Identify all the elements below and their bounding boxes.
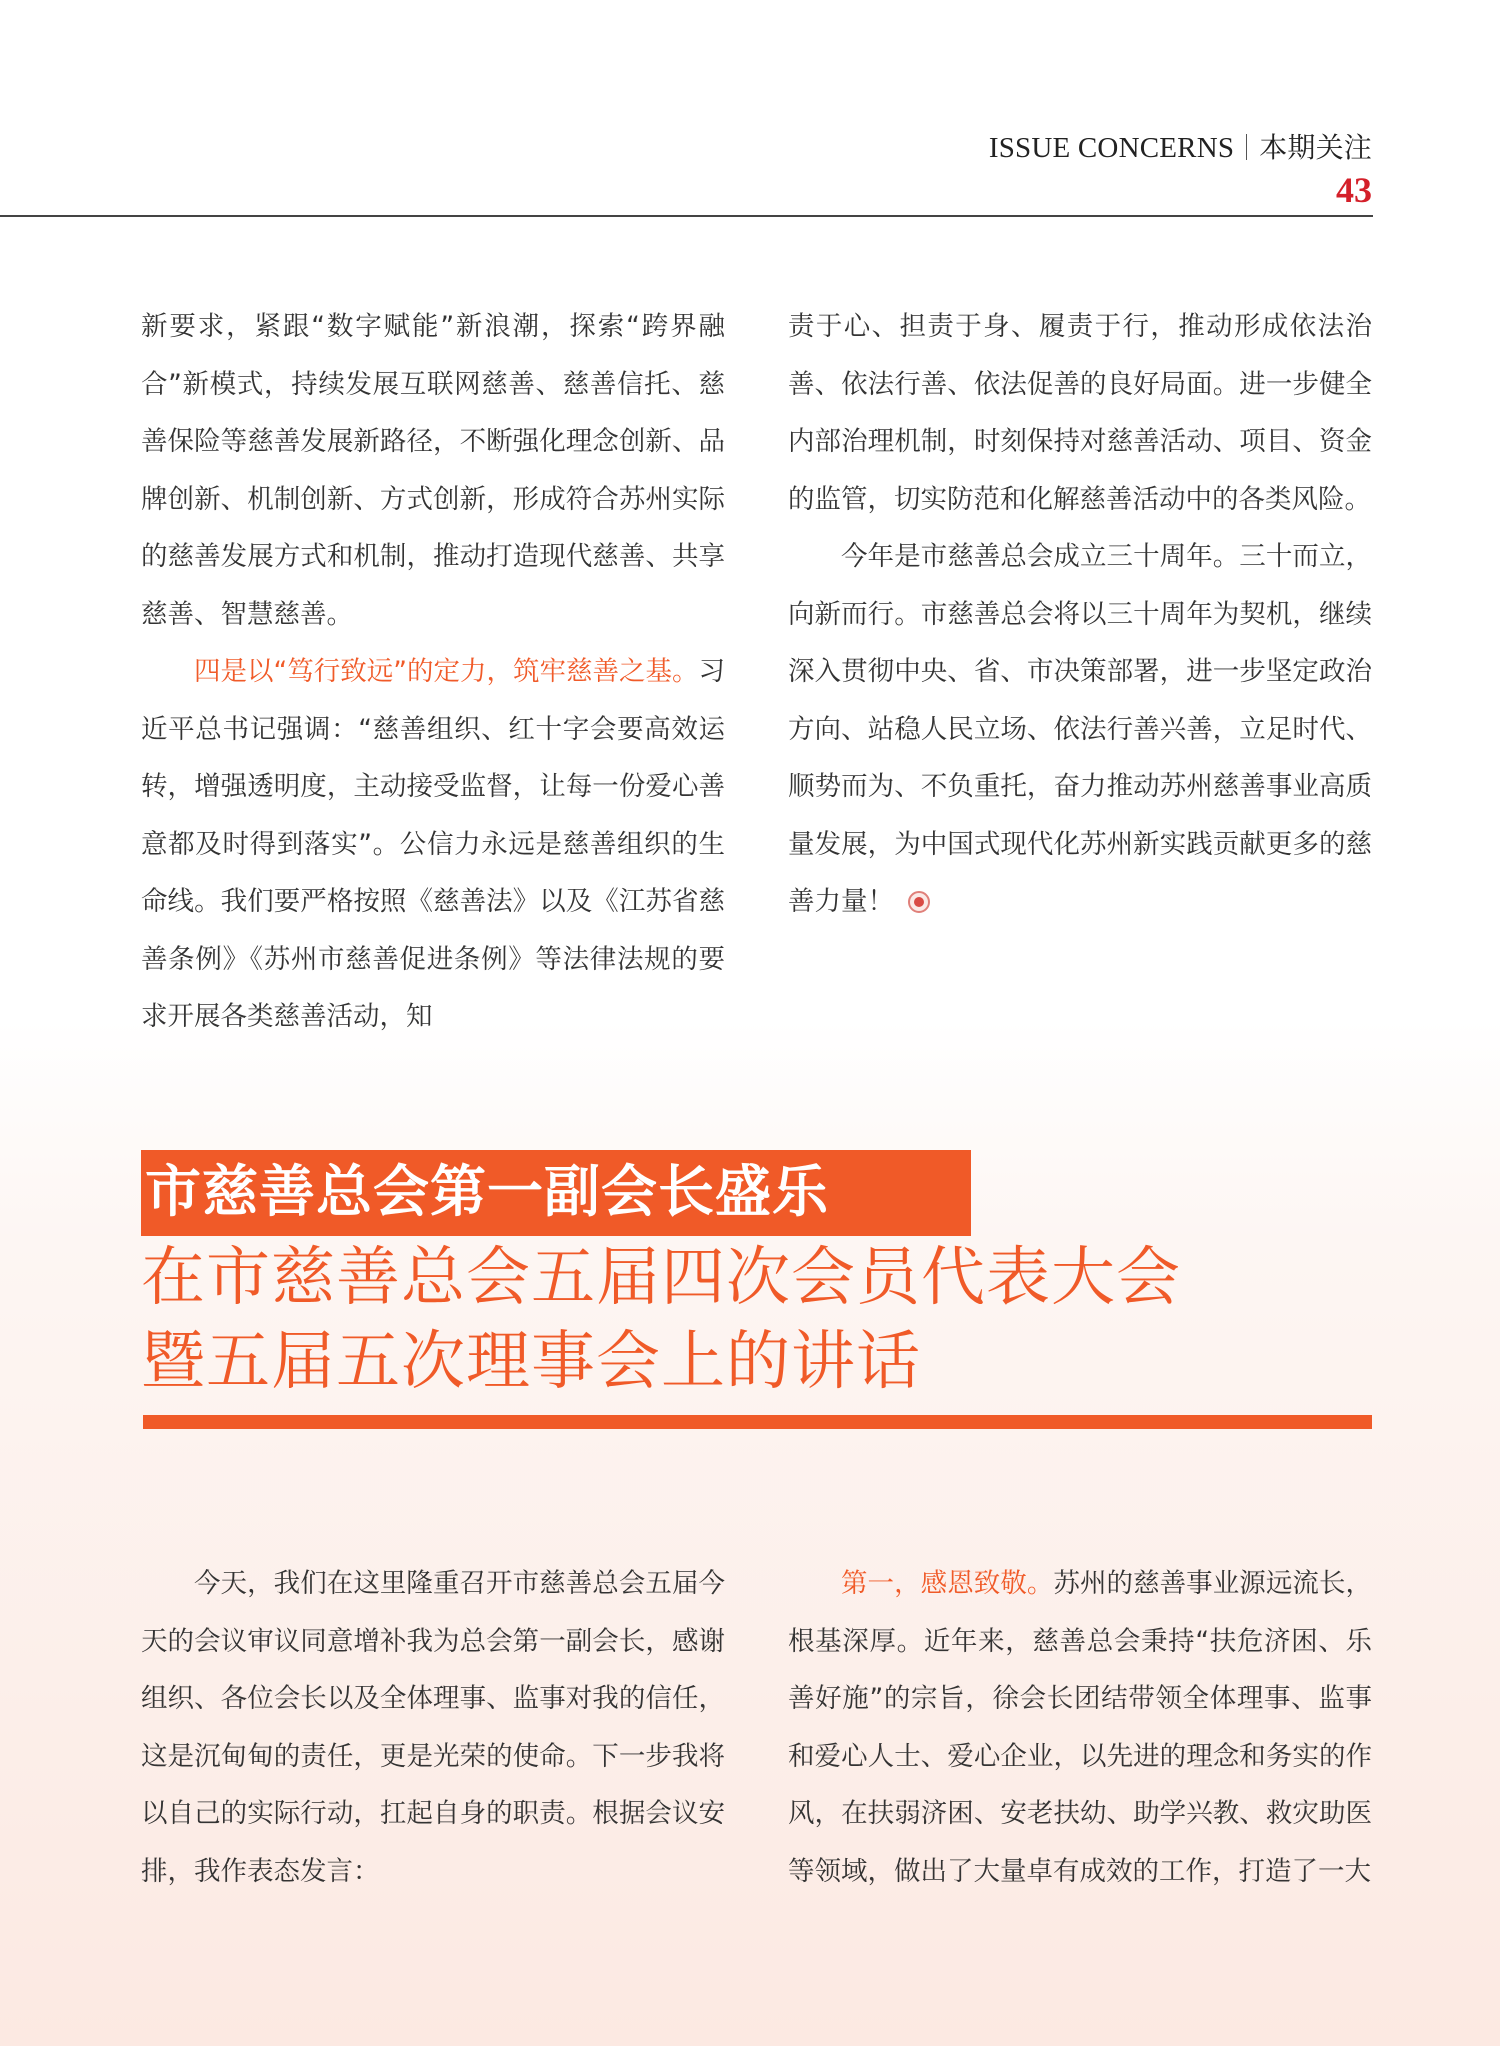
page-number: 43 [1336, 170, 1372, 210]
section-label-en: ISSUE CONCERNS [988, 132, 1235, 164]
title-line-2: 在市慈善总会五届四次会员代表大会 [141, 1241, 1181, 1315]
highlight-heading: 四是以“笃行致远”的定力，筑牢慈善之基。 [194, 656, 699, 687]
paragraph [141, 643, 725, 1046]
title-line-3: 暨五届五次理事会上的讲话 [141, 1325, 921, 1399]
paragraph-body: 今年是市慈善总会成立三十周年。三十而立，向新而行。市慈善总会将以三十周年为契机，继续深入贯彻中央、省、市决策部署，进一步坚定政治方向、站稳人民立场、依法行善兴善，立足时代、顺势而为、不负重托，奋力推动苏州慈善事业高质量发展，为中国式现代化苏州新实践贡献更多的慈善力量！ [788, 541, 1372, 917]
header-rule [0, 215, 1373, 217]
highlight-heading: 第一，感恩致敬。 [841, 1568, 1054, 1599]
section-label-cn: 本期关注 [1259, 131, 1372, 164]
seal-icon [908, 891, 930, 913]
article-left-column [141, 1555, 725, 1900]
paragraph-body: 习近平总书记强调：“慈善组织、红十字会要高效运转，增强透明度，主动接受监督，让每一份爱心善意都及时得到落实”。公信力永远是慈善组织的生命线。我们要严格按照《慈善法》以及《江苏省慈善条例》《苏州市慈善促进条例》等法律法规的要求开展各类慈善活动，知 [141, 656, 725, 1032]
page-header [989, 128, 1372, 210]
title-underline-bar [143, 1415, 1372, 1429]
article-right-column [788, 1555, 1372, 1900]
paragraph [788, 528, 1372, 931]
paragraph: 今天，我们在这里隆重召开市慈善总会五届今天的会议审议同意增补我为总会第一副会长，感谢组织、各位会长以及全体理事、监事对我的信任，这是沉甸甸的责任，更是光荣的使命。下一步我将以自己的实际行动，扛起自身的职责。根据会议安排，我作表态发言： [141, 1568, 725, 1887]
section-label [989, 128, 1372, 168]
paragraph [788, 1555, 1372, 1900]
paragraph-body: 苏州的慈善事业源远流长，根基深厚。近年来，慈善总会秉持“扶危济困、乐善好施”的宗旨，徐会长团结带领全体理事、监事和爱心人士、爱心企业，以先进的理念和务实的作风，在扶弱济困、安老扶幼、助学兴教、救灾助医等领域，做出了大量卓有成效的工作，打造了一大 [788, 1568, 1373, 1887]
header-divider [1246, 134, 1247, 160]
title-highlight-box: 市慈善总会第一副会长盛乐 [141, 1150, 971, 1236]
top-left-column [141, 298, 725, 1046]
paragraph: 新要求，紧跟“数字赋能”新浪潮，探索“跨界融合”新模式，持续发展互联网慈善、慈善信托、慈善保险等慈善发展新路径，不断强化理念创新、品牌创新、机制创新、方式创新，形成符合苏州实际的慈善发展方式和机制，推动打造现代慈善、共享慈善、智慧慈善。 [141, 311, 725, 630]
top-right-column [788, 298, 1372, 931]
article-title [141, 1150, 1181, 1404]
paragraph: 责于心、担责于身、履责于行，推动形成依法治善、依法行善、依法促善的良好局面。进一步健全内部治理机制，时刻保持对慈善活动、项目、资金的监管，切实防范和化解慈善活动中的各类风险。 [788, 311, 1372, 515]
